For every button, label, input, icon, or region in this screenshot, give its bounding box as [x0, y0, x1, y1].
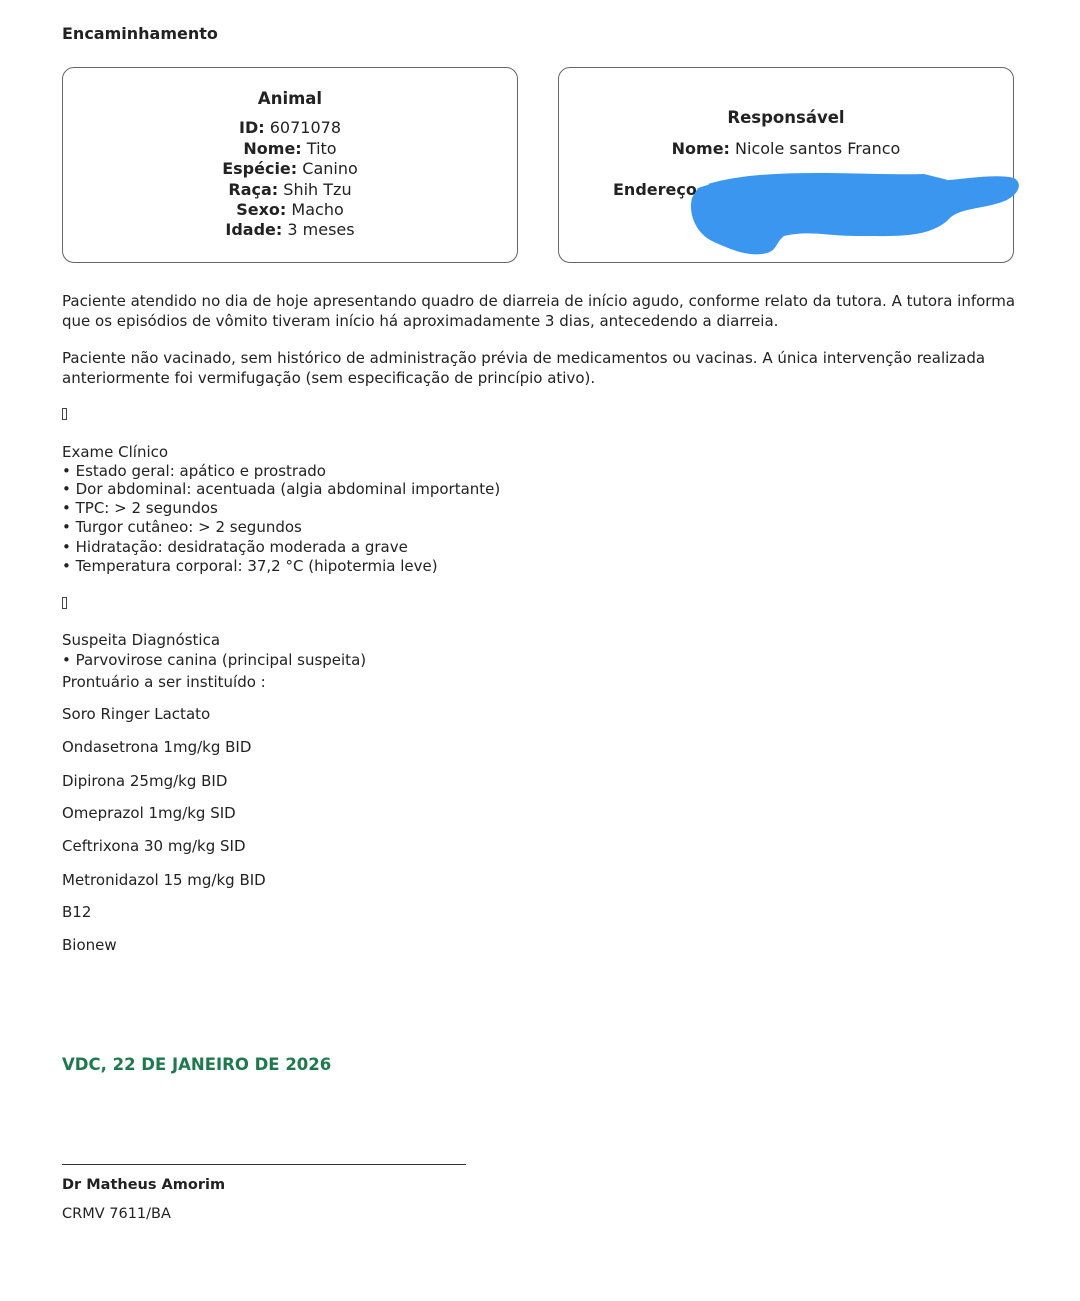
medication-item: Soro Ringer Lactato — [62, 705, 211, 723]
medication-item: Bionew — [62, 936, 117, 954]
missing-glyph-icon — [62, 408, 67, 420]
medication-item: Ceftrixona 30 mg/kg SID — [62, 837, 246, 855]
owner-card-title: Responsável — [727, 108, 845, 127]
diagnosis-item: • Parvovirose canina (principal suspeita) — [62, 651, 367, 669]
signature-line — [62, 1164, 466, 1165]
medication-item: Metronidazol 15 mg/kg BID — [62, 871, 266, 889]
signer-crmv: CRMV 7611/BA — [62, 1206, 171, 1222]
missing-glyph-icon — [62, 597, 67, 609]
diagnosis-title: Suspeita Diagnóstica — [62, 631, 221, 649]
animal-sex-row: Sexo: Macho — [236, 200, 344, 220]
animal-name-row: Nome: Tito — [243, 138, 337, 158]
signer-name: Dr Matheus Amorim — [62, 1177, 226, 1193]
owner-address-row: Endereço — [613, 179, 697, 199]
exam-item: • Turgor cutâneo: > 2 segundos — [62, 518, 302, 536]
medication-item: B12 — [62, 903, 92, 921]
animal-card-title: Animal — [257, 89, 323, 108]
animal-breed-row: Raça: Shih Tzu — [228, 179, 352, 199]
exam-item: • TPC: > 2 segundos — [62, 499, 218, 517]
animal-id-row: ID: 6071078 — [239, 118, 341, 138]
medication-item: Dipirona 25mg/kg BID — [62, 772, 228, 790]
medication-item: Ondasetrona 1mg/kg BID — [62, 738, 252, 756]
animal-species-row: Espécie: Canino — [222, 159, 358, 179]
animal-age-row: Idade: 3 meses — [225, 220, 355, 240]
redaction-scribble — [688, 168, 1028, 260]
exam-item: • Temperatura corporal: 37,2 °C (hipotermia leve) — [62, 557, 438, 575]
document-date: VDC, 22 DE JANEIRO DE 2026 — [62, 1055, 332, 1074]
protocol-title: Prontuário a ser instituído : — [62, 673, 266, 691]
medication-item: Omeprazol 1mg/kg SID — [62, 804, 236, 822]
exam-item: • Hidratação: desidratação moderada a grave — [62, 538, 408, 556]
exam-title: Exame Clínico — [62, 443, 169, 461]
exam-item: • Estado geral: apático e prostrado — [62, 462, 326, 480]
owner-name-row: Nome: Nicole santos Franco — [671, 139, 901, 159]
history-paragraph-2: Paciente não vacinado, sem histórico de administração prévia de medicamentos ou vacinas. A única intervenção realizada anteriormente foi vermifugação (sem especificação de princípio ativo). — [62, 349, 986, 387]
history-paragraph-1: Paciente atendido no dia de hoje apresentando quadro de diarreia de início agudo, conforme relato da tutora. A tutora informa que os episódios de vômito tiveram início há aproximadamente 3 dias, antecedendo a diarreia. — [62, 292, 1016, 330]
exam-item: • Dor abdominal: acentuada (algia abdominal importante) — [62, 480, 501, 498]
document-title: Encaminhamento — [62, 24, 218, 43]
animal-card — [62, 67, 518, 263]
